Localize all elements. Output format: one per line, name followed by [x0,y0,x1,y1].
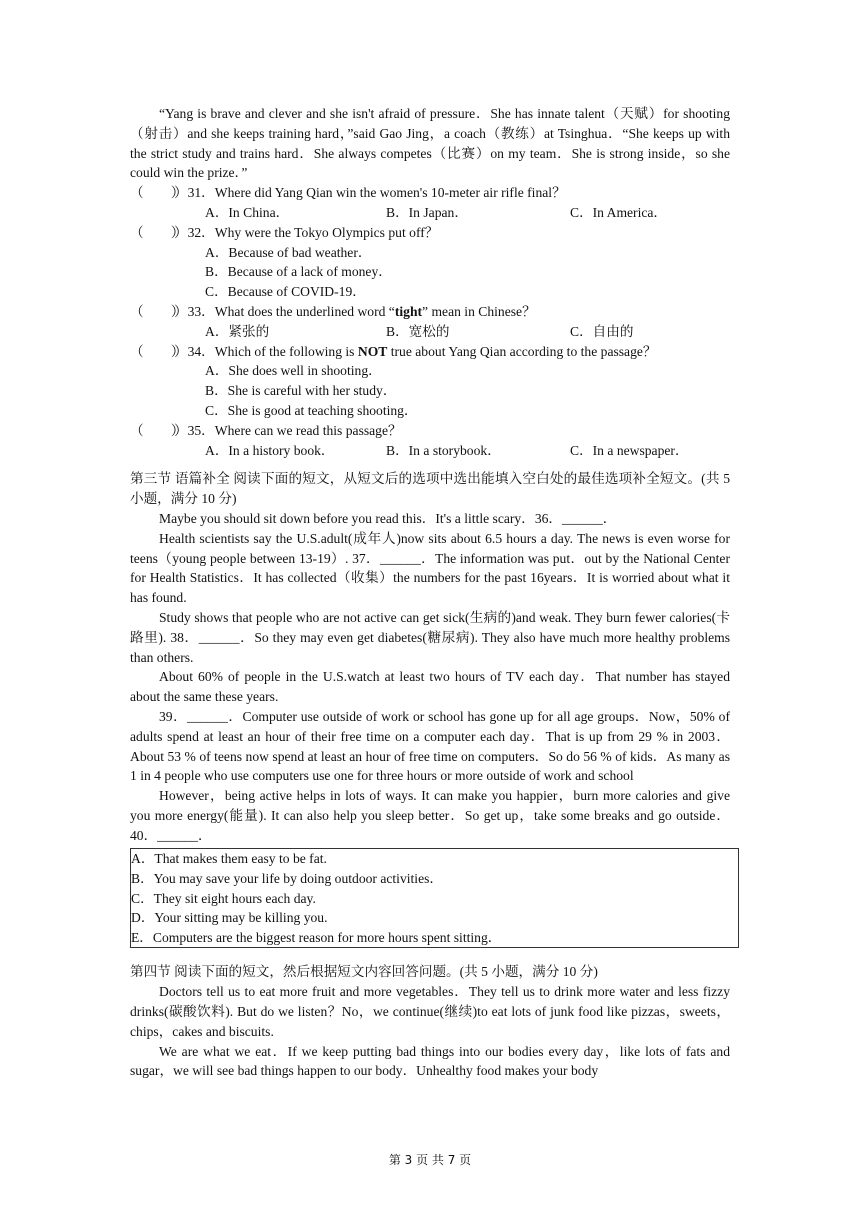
option-a: A．Because of bad weather． [205,244,372,260]
passage-paragraph: Health scientists say the U.S.adult(成年人)now sits about 6.5 hours a day. The news is even worse for teens（young people between 13-19）. 37．______．The information was put．out by the National Center for Health Statistics．It has collected（收集）the numbers for the past 16years．It is worried about what it has found. [130,530,730,606]
question-35 [130,421,730,461]
option-b: B．She is careful with her study． [205,383,397,399]
page-footer: 第 3 页 共 7 页 [388,1153,472,1167]
option-c: C．In a newspaper． [570,442,689,458]
passage-paragraph: Study shows that people who are not active can get sick(生病的)and weak. They burn fewer calories(卡路里). 38．______．So they may even get diabetes(糖尿病). They also have much more healthy problems than others. [130,609,730,665]
option-b: B．In Japan． [386,204,468,220]
question-stem: ）32．Why were the Tokyo Olympics put off？ [174,224,439,240]
choice-b: B．You may save your life by doing outdoor activities． [131,871,443,887]
option-b: B．In a storybook． [386,442,501,458]
answer-blank[interactable]: （ ） [130,422,185,438]
option-a: A．In a history book． [205,442,335,458]
section-3-heading: 第三节 语篇补全 阅读下面的短文，从短文后的选项中选出能填入空白处的最佳选项补全短文。(共 5 小题，满分 10 分) [130,471,730,507]
question-34 [130,342,730,421]
option-c: C．Because of COVID-19． [205,284,366,300]
answer-blank[interactable]: （ ） [130,303,185,319]
choice-a: A．That makes them easy to be fat. [131,851,327,867]
option-b: B．宽松的 [386,323,450,339]
choice-d: D．Your sitting may be killing you. [131,910,328,926]
bold-word: tight [394,303,423,319]
bold-word: NOT [357,343,388,359]
choices-box [130,848,739,948]
passage-paragraph: “Yang is brave and clever and she isn't afraid of pressure．She has innate talent（天赋）for shooting（射击）and she keeps training hard，”said Gao Jing，a coach（教练）at Tsinghua．“She keeps up with the strict study and trains hard．She always competes（比赛）on my team．She is strong inside，so she could win the prize．” [130,106,730,181]
option-a: A．She does well in shooting． [205,363,382,379]
option-c: C．In America． [570,204,668,220]
section-4-heading: 第四节 阅读下面的短文，然后根据短文内容回答问题。(共 5 小题，满分 10 分) [130,964,598,980]
passage-paragraph: Doctors tell us to eat more fruit and more vegetables．They tell us to drink more water and less fizzy drinks(碳酸饮料). But do we listen？No，we continue(继续)to eat lots of junk food like pizzas，sweets，chips，cakes and biscuits. [130,984,730,1039]
page-content [130,104,730,1081]
option-b: B．Because of a lack of money． [205,264,392,280]
question-33 [130,302,730,342]
answer-blank[interactable]: （ ） [130,224,185,240]
question-stem: ）31．Where did Yang Qian win the women's 10-meter air rifle final？ [174,185,566,201]
passage-paragraph: We are what we eat．If we keep putting bad things into our bodies every day，like lots of fats and sugar，we will see bad things happen to our body．Unhealthy food makes your body [130,1043,730,1079]
answer-blank[interactable]: （ ） [130,343,185,359]
question-stem: ）34．Which of the following is NOT true about Yang Qian according to the passage？ [174,343,657,359]
passage-paragraph: Maybe you should sit down before you read this．It's a little scary．36．______． [159,510,617,526]
option-c: C．She is good at teaching shooting． [205,402,418,418]
passage-paragraph: About 60% of people in the U.S.watch at least two hours of TV each day．That number has stayed about the same these years. [130,669,730,705]
question-stem: ）35．Where can we read this passage？ [174,422,402,438]
option-a: A．紧张的 [205,323,270,339]
option-a: A．In China． [205,204,290,220]
answer-blank[interactable]: （ ） [130,185,185,201]
choice-e: E．Computers are the biggest reason for more hours spent sitting． [131,929,502,945]
option-c: C．自由的 [570,323,634,339]
question-stem: ）33．What does the underlined word “tight” mean in Chinese？ [174,303,536,319]
question-31 [130,183,730,223]
question-32 [130,223,730,302]
passage-paragraph: 39．______．Computer use outside of work or school has gone up for all age groups．Now，50% of adults spend at least an hour of their free time on a computer each day．That is up from 29 % in 2003．About 53 % of teens now spend at least an hour of free time on computers．So do 56 % of kids．As many as 1 in 4 people who use computers use one for three hours or more outside of work and school [130,708,730,784]
passage-paragraph: However，being active helps in lots of ways. It can make you happier，burn more calories and give you more energy(能量). It can also help you sleep better．So get up，take some breaks and go outside．40．______． [130,788,730,843]
choice-c: C．They sit eight hours each day. [131,890,316,906]
